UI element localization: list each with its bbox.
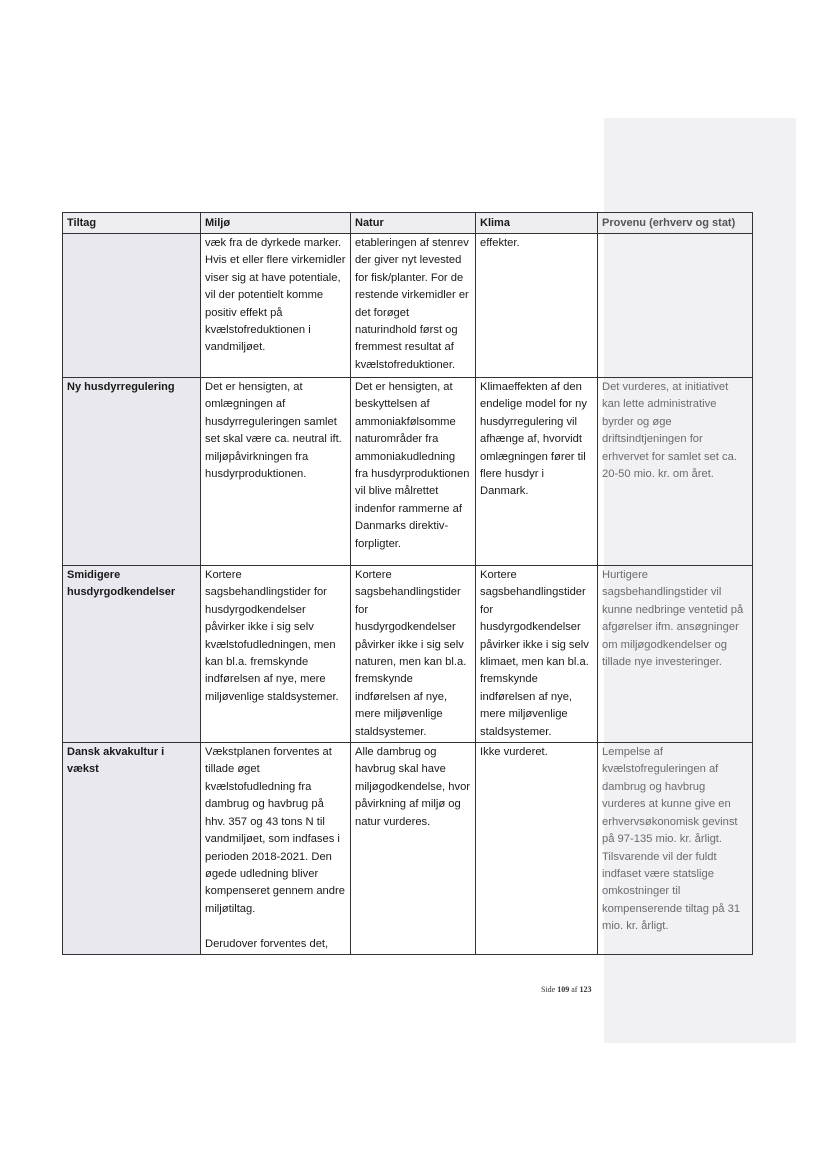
- cell-tiltag: Smidigere husdyrgodkendelser: [63, 566, 201, 743]
- header-tiltag: Tiltag: [63, 213, 201, 234]
- header-klima: Klima: [476, 213, 598, 234]
- cell-natur: Kortere sagsbehandlingstider for husdyrgodkendelser påvirker ikke i sig selv naturen, men kan bl.a. fremskynde indførelsen af nye, mere miljøvenlige staldsystemer.: [351, 566, 476, 743]
- page-af-label: af: [571, 985, 578, 994]
- page-total: 123: [579, 985, 592, 994]
- cell-tiltag: Ny husdyrregulering: [63, 378, 201, 566]
- cell-miljo: Det er hensigten, at omlægningen af husdyrreguleringen samlet set skal være ca. neutral ift. miljøpåvirkningen fra husdyrproduktionen.: [201, 378, 351, 566]
- header-provenu: Provenu (erhverv og stat): [598, 213, 753, 234]
- cell-provenu: Hurtigere sagsbehandlingstider vil kunne nedbringe ventetid på afgørelser ifm. ansøgninger om miljøgodkendelser og tillade nye investeringer.: [598, 566, 753, 743]
- cell-klima: effekter.: [476, 234, 598, 378]
- table-row: [63, 743, 753, 955]
- impact-table: [62, 212, 753, 955]
- page-number: [541, 985, 591, 994]
- cell-provenu: Lempelse af kvælstofreguleringen af dambrug og havbrug vurderes at kunne give en erhvervsøkonomisk gevinst på 97-135 mio. kr. årligt. Tilsvarende vil der fuldt indfaset være statslige omkostninger til kompenserende tiltag på 31 mio. kr. årligt.: [598, 743, 753, 955]
- header-row: [63, 213, 753, 234]
- cell-natur: etableringen af stenrev der giver nyt levested for fisk/planter. For de restende virkemidler er det forøget naturindhold først og fremmest resultat af kvælstofreduktioner.: [351, 234, 476, 378]
- cell-miljo: Vækstplanen forventes at tillade øget kvælstofudledning fra dambrug og havbrug på hhv. 357 og 43 tons N til vandmiljøet, som indfases i perioden 2018-2021. Den øgede udledning bliver kompenseret gennem andre miljøtiltag. Derudover forventes det,: [201, 743, 351, 955]
- cell-miljo: Kortere sagsbehandlingstider for husdyrgodkendelser påvirker ikke i sig selv kvælstofudledningen, men kan bl.a. fremskynde indførelsen af nye, mere miljøvenlige staldsystemer.: [201, 566, 351, 743]
- cell-provenu: [598, 234, 753, 378]
- table-row: [63, 234, 753, 378]
- cell-tiltag: Dansk akvakultur i vækst: [63, 743, 201, 955]
- cell-provenu: Det vurderes, at initiativet kan lette administrative byrder og øge driftsindtjeningen for erhvervet for samlet set ca. 20-50 mio. kr. om året.: [598, 378, 753, 566]
- cell-miljo: væk fra de dyrkede marker. Hvis et eller flere virkemidler viser sig at have potentiale, vil der potentielt komme positiv effekt på kvælstofreduktionen i vandmiljøet.: [201, 234, 351, 378]
- header-miljo: Miljø: [201, 213, 351, 234]
- cell-klima: Klimaeffekten af den endelige model for ny husdyrregulering vil afhænge af, hvorvidt omlægningen fører til flere husdyr i Danmark.: [476, 378, 598, 566]
- cell-klima: Ikke vurderet.: [476, 743, 598, 955]
- cell-natur: Det er hensigten, at beskyttelsen af ammoniakfølsomme naturområder fra ammoniakudledning fra husdyrproduktionen vil blive målrettet indenfor rammerne af Danmarks direktiv-forpligter.: [351, 378, 476, 566]
- page-current: 109: [557, 985, 570, 994]
- table-row: [63, 566, 753, 743]
- page-side-label: Side: [541, 985, 556, 994]
- cell-natur: Alle dambrug og havbrug skal have miljøgodkendelse, hvor påvirkning af miljø og natur vurderes.: [351, 743, 476, 955]
- cell-klima: Kortere sagsbehandlingstider for husdyrgodkendelser påvirker ikke i sig selv klimaet, men kan bl.a. fremskynde indførelsen af nye, mere miljøvenlige staldsystemer.: [476, 566, 598, 743]
- table-row: [63, 378, 753, 566]
- cell-tiltag: [63, 234, 201, 378]
- header-natur: Natur: [351, 213, 476, 234]
